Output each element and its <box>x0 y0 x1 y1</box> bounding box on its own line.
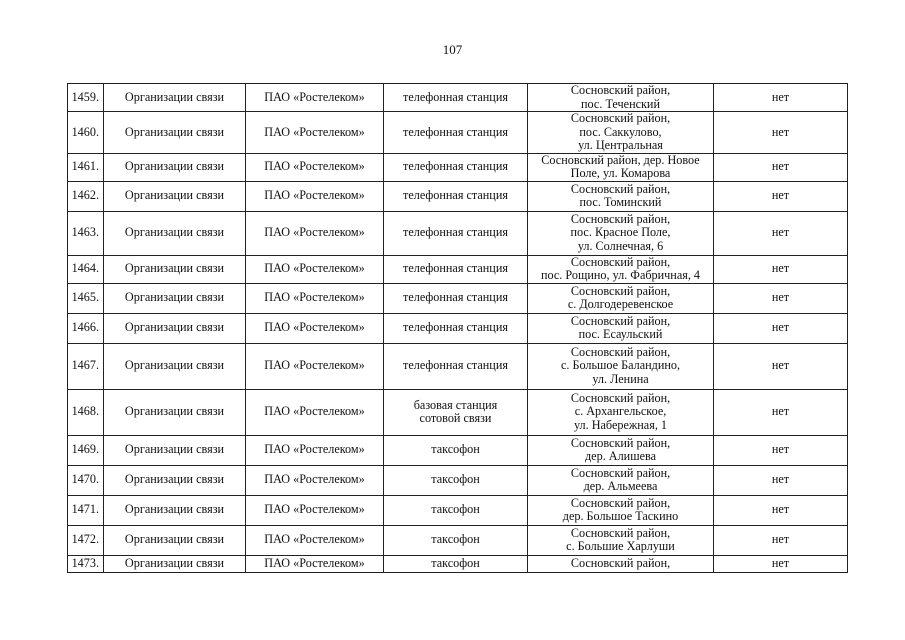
row-number: 1460. <box>68 112 104 154</box>
owner-name: ПАО «Ростелеком» <box>246 112 384 154</box>
object-address: Сосновский район, с. Большое Баландино, ул. Ленина <box>528 343 714 389</box>
object-type: таксофон <box>384 495 528 525</box>
owner-name: ПАО «Ростелеком» <box>246 283 384 313</box>
status-value: нет <box>714 389 848 435</box>
object-type: телефонная станция <box>384 112 528 154</box>
object-address: Сосновский район, с. Архангельское, ул. Набережная, 1 <box>528 389 714 435</box>
row-number: 1461. <box>68 153 104 181</box>
owner-name: ПАО «Ростелеком» <box>246 389 384 435</box>
status-value: нет <box>714 555 848 572</box>
organization-category: Организации связи <box>104 525 246 555</box>
object-address: Сосновский район, пос. Есаульский <box>528 313 714 343</box>
organization-category: Организации связи <box>104 343 246 389</box>
organization-category: Организации связи <box>104 435 246 465</box>
status-value: нет <box>714 525 848 555</box>
object-type: телефонная станция <box>384 181 528 211</box>
row-number: 1465. <box>68 283 104 313</box>
table-row <box>68 211 848 255</box>
owner-name: ПАО «Ростелеком» <box>246 555 384 572</box>
organization-category: Организации связи <box>104 84 246 112</box>
organization-category: Организации связи <box>104 255 246 283</box>
row-number: 1467. <box>68 343 104 389</box>
object-address: Сосновский район, <box>528 555 714 572</box>
row-number: 1471. <box>68 495 104 525</box>
table-row <box>68 283 848 313</box>
organization-category: Организации связи <box>104 283 246 313</box>
status-value: нет <box>714 283 848 313</box>
row-number: 1464. <box>68 255 104 283</box>
object-address: Сосновский район, дер. Новое Поле, ул. Комарова <box>528 153 714 181</box>
status-value: нет <box>714 313 848 343</box>
row-number: 1463. <box>68 211 104 255</box>
table-row <box>68 112 848 154</box>
table-row <box>68 84 848 112</box>
status-value: нет <box>714 465 848 495</box>
registry-table-body <box>68 84 848 573</box>
page-number: 107 <box>442 42 463 57</box>
row-number: 1470. <box>68 465 104 495</box>
status-value: нет <box>714 211 848 255</box>
status-value: нет <box>714 84 848 112</box>
object-address: Сосновский район, с. Большие Харлуши <box>528 525 714 555</box>
owner-name: ПАО «Ростелеком» <box>246 343 384 389</box>
object-type: телефонная станция <box>384 153 528 181</box>
object-address: Сосновский район, пос. Красное Поле, ул. Солнечная, 6 <box>528 211 714 255</box>
owner-name: ПАО «Ростелеком» <box>246 313 384 343</box>
status-value: нет <box>714 435 848 465</box>
owner-name: ПАО «Ростелеком» <box>246 153 384 181</box>
organization-category: Организации связи <box>104 389 246 435</box>
row-number: 1469. <box>68 435 104 465</box>
row-number: 1468. <box>68 389 104 435</box>
organization-category: Организации связи <box>104 313 246 343</box>
object-type: таксофон <box>384 465 528 495</box>
table-row <box>68 181 848 211</box>
owner-name: ПАО «Ростелеком» <box>246 211 384 255</box>
organization-category: Организации связи <box>104 555 246 572</box>
object-type: телефонная станция <box>384 84 528 112</box>
owner-name: ПАО «Ростелеком» <box>246 495 384 525</box>
object-address: Сосновский район, дер. Алишева <box>528 435 714 465</box>
row-number: 1472. <box>68 525 104 555</box>
object-type: телефонная станция <box>384 313 528 343</box>
object-type: таксофон <box>384 525 528 555</box>
organization-category: Организации связи <box>104 211 246 255</box>
table-row <box>68 555 848 572</box>
table-row <box>68 525 848 555</box>
object-type: телефонная станция <box>384 343 528 389</box>
registry-table <box>67 83 848 573</box>
object-type: таксофон <box>384 435 528 465</box>
organization-category: Организации связи <box>104 465 246 495</box>
organization-category: Организации связи <box>104 181 246 211</box>
object-type: базовая станция сотовой связи <box>384 389 528 435</box>
table-row <box>68 153 848 181</box>
table-row <box>68 313 848 343</box>
owner-name: ПАО «Ростелеком» <box>246 465 384 495</box>
object-address: Сосновский район, пос. Саккулово, ул. Центральная <box>528 112 714 154</box>
owner-name: ПАО «Ростелеком» <box>246 181 384 211</box>
status-value: нет <box>714 153 848 181</box>
row-number: 1473. <box>68 555 104 572</box>
row-number: 1459. <box>68 84 104 112</box>
status-value: нет <box>714 112 848 154</box>
status-value: нет <box>714 343 848 389</box>
owner-name: ПАО «Ростелеком» <box>246 255 384 283</box>
table-row <box>68 343 848 389</box>
object-type: таксофон <box>384 555 528 572</box>
organization-category: Организации связи <box>104 153 246 181</box>
row-number: 1462. <box>68 181 104 211</box>
object-type: телефонная станция <box>384 211 528 255</box>
object-address: Сосновский район, пос. Томинский <box>528 181 714 211</box>
status-value: нет <box>714 495 848 525</box>
object-type: телефонная станция <box>384 283 528 313</box>
object-address: Сосновский район, дер. Альмеева <box>528 465 714 495</box>
object-address: Сосновский район, пос. Рощино, ул. Фабричная, 4 <box>528 255 714 283</box>
row-number: 1466. <box>68 313 104 343</box>
table-row <box>68 495 848 525</box>
table-row <box>68 465 848 495</box>
table-row <box>68 255 848 283</box>
object-address: Сосновский район, с. Долгодеревенское <box>528 283 714 313</box>
owner-name: ПАО «Ростелеком» <box>246 525 384 555</box>
owner-name: ПАО «Ростелеком» <box>246 84 384 112</box>
table-row <box>68 435 848 465</box>
organization-category: Организации связи <box>104 112 246 154</box>
object-type: телефонная станция <box>384 255 528 283</box>
organization-category: Организации связи <box>104 495 246 525</box>
status-value: нет <box>714 181 848 211</box>
table-row <box>68 389 848 435</box>
status-value: нет <box>714 255 848 283</box>
object-address: Сосновский район, пос. Теченский <box>528 84 714 112</box>
object-address: Сосновский район, дер. Большое Таскино <box>528 495 714 525</box>
owner-name: ПАО «Ростелеком» <box>246 435 384 465</box>
